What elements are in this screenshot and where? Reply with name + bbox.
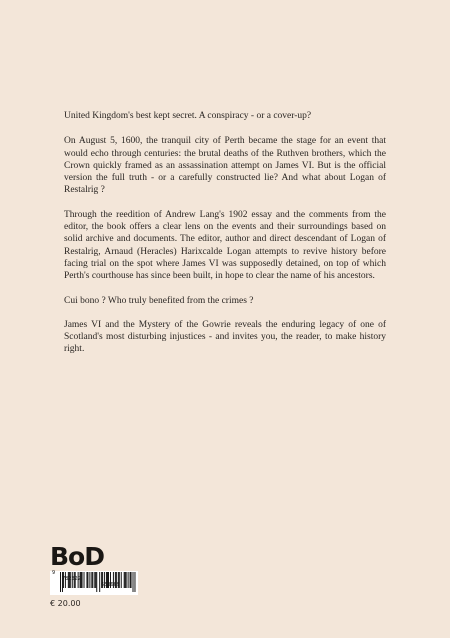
blurb-paragraph-2: Through the reedition of Andrew Lang's 1902 essay and the comments from the editor, the book offers a clear lens on the events and their surroundings based on solid archive and documents. The editor, author and direct descendant of Logan of Restalrig, Arnaud (Heracles) Harixcalde Logan attempts to revive history before facing trial on the spot where James VI was supposedly detained, on top of which Perth's courthouse has since been built, in hope to clear the name of his ancestors. [64,209,386,282]
blurb-closing: James VI and the Mystery of the Gowrie reveals the enduring legacy of one of Scotland's most disturbing injustices - and invites you, the reader, to make history right. [64,319,386,355]
tagline: United Kingdom's best kept secret. A conspiracy - or a cover-up? [64,111,312,121]
barcode-digits [50,564,138,594]
back-cover-blurb [64,110,386,368]
barcode-digit-group-1: 782322 [62,576,81,582]
barcode-digit-group-2: 653669 [101,582,120,588]
isbn-barcode [50,571,138,595]
publisher-logo: BoD [50,542,104,571]
price-label: € 20.00 [50,599,81,608]
blurb-paragraph-1: On August 5, 1600, the tranquil city of Perth became the stage for an event that would echo through centuries: the brutal deaths of the Ruthven brothers, which the Crown quickly framed as an assassination attempt on James VI. But is the official version the full truth - or a carefully constructed lie? And what about Logan of Restalrig ? [64,136,386,196]
barcode-digit-lead: 9 [52,570,56,576]
blurb-question: Cui bono ? Who truly benefited from the crimes ? [64,295,254,306]
